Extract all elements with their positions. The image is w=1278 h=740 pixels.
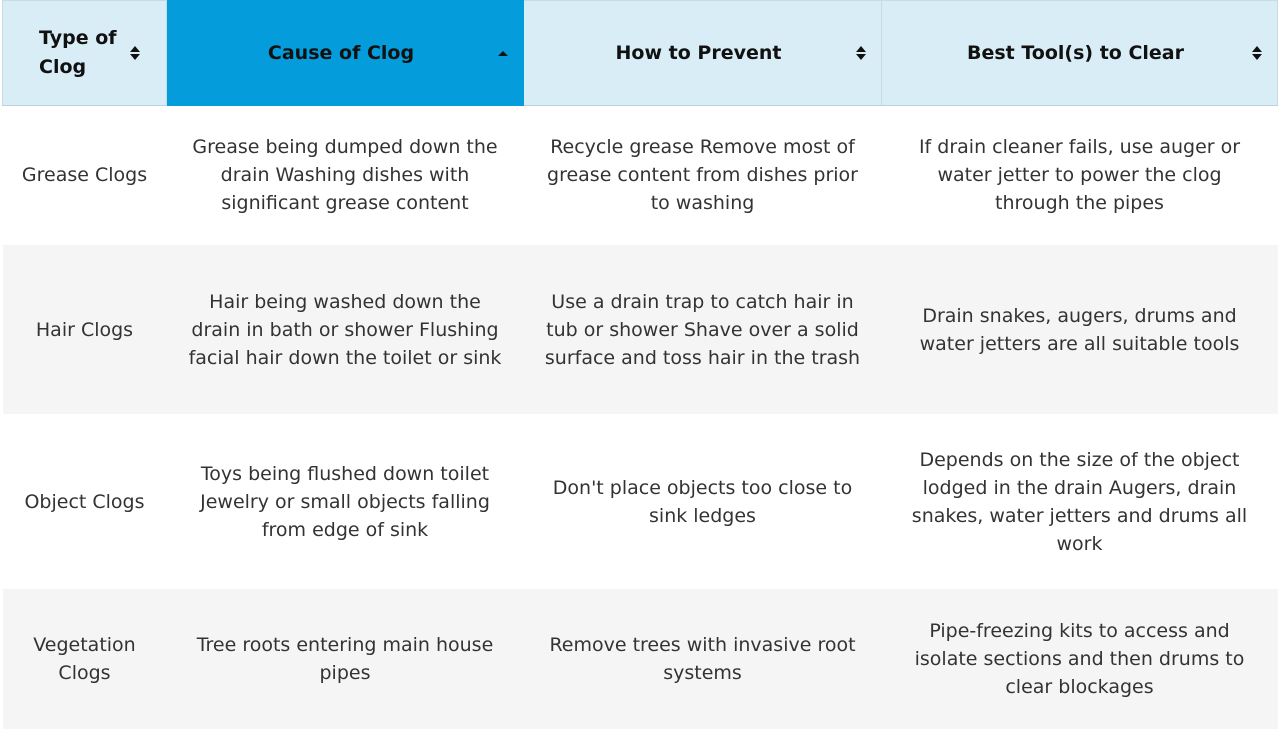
cell-prevent: Remove trees with invasive root systems — [524, 589, 882, 730]
cell-tools: Pipe-freezing kits to access and isolate sections and then drums to clear blockages — [882, 589, 1278, 730]
header-label: Best Tool(s) to Clear — [966, 41, 1184, 64]
sort-both-icon — [855, 44, 867, 62]
cell-cause: Hair being washed down the drain in bath or shower Flushing facial hair down the toilet or sink — [167, 245, 524, 415]
table-row — [3, 106, 1278, 245]
cell-tools: Depends on the size of the object lodged in the drain Augers, drain snakes, water jetters and drums all work — [882, 415, 1278, 589]
cell-tools: Drain snakes, augers, drums and water jetters are all suitable tools — [882, 245, 1278, 415]
cell-cause: Toys being flushed down toilet Jewelry or small objects falling from edge of sink — [167, 415, 524, 589]
table-body — [3, 106, 1278, 730]
header-label: Cause of Clog — [267, 41, 415, 64]
sort-both-icon — [129, 44, 141, 62]
table-row — [3, 245, 1278, 415]
cell-cause: Tree roots entering main house pipes — [167, 589, 524, 730]
header-type-of-clog[interactable] — [3, 1, 167, 106]
header-best-tools[interactable] — [882, 1, 1278, 106]
cell-tools: If drain cleaner fails, use auger or water jetter to power the clog through the pipes — [882, 106, 1278, 245]
cell-type: Object Clogs — [3, 415, 167, 589]
header-row — [3, 1, 1278, 106]
cell-prevent: Recycle grease Remove most of grease content from dishes prior to washing — [524, 106, 882, 245]
header-cause-of-clog[interactable] — [167, 1, 524, 106]
header-label: How to Prevent — [615, 41, 782, 64]
header-how-to-prevent[interactable] — [524, 1, 882, 106]
cell-type: Hair Clogs — [3, 245, 167, 415]
cell-type: Grease Clogs — [3, 106, 167, 245]
cell-prevent: Don't place objects too close to sink ledges — [524, 415, 882, 589]
table-row — [3, 589, 1278, 730]
table-header — [3, 1, 1278, 106]
cell-type: Vegetation Clogs — [3, 589, 167, 730]
sort-both-icon — [1251, 44, 1263, 62]
sort-up-icon — [497, 44, 509, 62]
table-row — [3, 415, 1278, 589]
cell-prevent: Use a drain trap to catch hair in tub or shower Shave over a solid surface and toss hair in the trash — [524, 245, 882, 415]
clog-table — [2, 0, 1278, 730]
header-label: Type of Clog — [39, 27, 117, 78]
cell-cause: Grease being dumped down the drain Washing dishes with significant grease content — [167, 106, 524, 245]
